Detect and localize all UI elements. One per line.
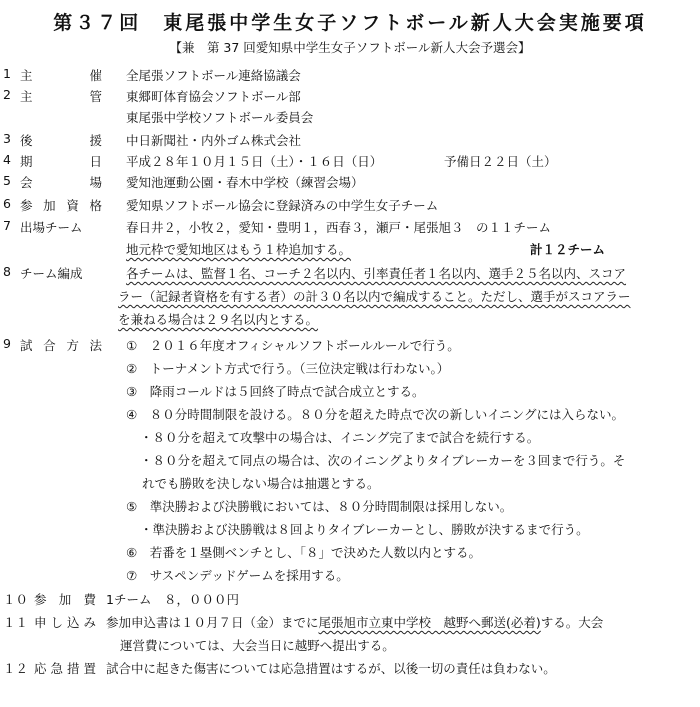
item-number: 7 (3, 218, 11, 233)
item-number: １１ (3, 615, 29, 630)
document-subtitle: 【兼 第 37 回愛知県中学生女子ソフトボール新人大会予選会】 (169, 40, 531, 55)
item-text: 春日井２，小牧２，愛知・豊明１，西春３，瀬戸・尾張旭３ の１１チーム (126, 220, 552, 235)
item-text: 平成２８年１０月１５日（土）・１６日（日） (126, 154, 383, 169)
item-number: 2 (3, 87, 11, 102)
item-text: ラー（記録者資格を有する者）の計３０名以内で編成すること。ただし、選手がスコアラー (118, 289, 631, 304)
rule-line: ① ２０１６年度オフィシャルソフトボールルールで行う。 (126, 338, 460, 353)
item-number: 4 (3, 152, 11, 167)
item-number: 9 (3, 336, 11, 351)
item-label: 会 場 (20, 175, 102, 190)
item-label: 主 催 (20, 68, 102, 83)
item-label: チーム編成 (20, 266, 83, 281)
item-eligibility (0, 196, 700, 217)
application-destination: 尾張旭市立東中学校 越野へ郵送(必着) (318, 615, 541, 630)
item-text: 東郷町体育協会ソフトボール部 (126, 89, 301, 104)
rule-line: ・８０分を超えて同点の場合は、次のイニングよりタイブレーカーを３回まで行う。そ (140, 453, 626, 468)
item-label: 主 管 (20, 89, 102, 104)
item-application-line2 (0, 636, 700, 657)
team-total: 計１２チーム (530, 242, 606, 257)
item-text: 地元枠で愛知地区はもう１枠追加する。 (126, 242, 352, 257)
item-label: 参 加 費 (34, 592, 96, 607)
item-team-composition (0, 264, 700, 285)
item-team-composition-line2 (0, 287, 700, 308)
item-text: 参加申込書は１０月７日（金）までに尾張旭市立東中学校 越野へ郵送(必着)する。大会 (106, 615, 604, 630)
item-first-aid (0, 659, 700, 680)
item-text: 東尾張中学校ソフトボール委員会 (126, 110, 314, 125)
rule-row (0, 543, 700, 564)
rule-line: ⑤ 準決勝および決勝戦においては、８０分時間制限は採用しない。 (126, 499, 513, 514)
item-host-line2 (0, 108, 700, 129)
rule-row (0, 405, 700, 426)
document-title: 第３７回 東尾張中学生女子ソフトボール新人大会実施要項 (53, 12, 647, 34)
item-text: 試合中に起きた傷害については応急措置はするが、以後一切の責任は負わない。 (106, 661, 556, 676)
item-text: 全尾張ソフトボール連絡協議会 (126, 68, 301, 83)
item-number: 3 (3, 131, 11, 146)
item-team-composition-line3 (0, 310, 700, 331)
rule-row (0, 497, 700, 518)
rule-line: ⑦ サスペンデッドゲームを採用する。 (126, 568, 349, 583)
rule-line: ④ ８０分時間制限を設ける。８０分を超えた時点で次の新しいイニングには入らない。 (126, 407, 624, 422)
item-fee (0, 590, 700, 611)
item-application (0, 613, 700, 634)
rule-row (0, 382, 700, 403)
item-game-method (0, 336, 700, 357)
item-support (0, 131, 700, 152)
rule-row (0, 451, 700, 472)
reserve-date: 予備日２２日（土） (444, 154, 557, 169)
item-label: 後 援 (20, 133, 102, 148)
item-date (0, 152, 700, 173)
item-host (0, 87, 700, 108)
item-label: 参 加 資 格 (20, 198, 102, 213)
item-text: 愛知池運動公園・春木中学校（練習会場） (126, 175, 364, 190)
rule-line: ・準決勝および決勝戦は８回よりタイブレーカーとし、勝敗が決するまで行う。 (140, 522, 589, 537)
item-text: 運営費については、大会当日に越野へ提出する。 (120, 638, 395, 653)
item-teams (0, 218, 700, 239)
item-number: 1 (3, 66, 11, 81)
item-text: 愛知県ソフトボール協会に登録済みの中学生女子チーム (126, 198, 439, 213)
item-number: １０ (3, 592, 29, 607)
rule-line: ⑥ 若番を１塁側ベンチとし、「８」で決めた人数以内とする。 (126, 545, 481, 560)
item-label: 申 し 込 み (34, 615, 96, 630)
rule-line: ③ 降雨コールドは５回終了時点で試合成立とする。 (126, 384, 425, 399)
rule-row (0, 359, 700, 380)
item-number: 6 (3, 196, 11, 211)
rule-row (0, 520, 700, 541)
item-number: 5 (3, 173, 11, 188)
rule-line: れでも勝敗を決しない場合は抽選とする。 (142, 476, 380, 491)
item-text: を兼ねる場合は２９名以内とする。 (118, 312, 319, 327)
rule-line: ・８０分を超えて攻撃中の場合は、イニング完了まで試合を続行する。 (140, 430, 540, 445)
item-label: 出場チーム (20, 220, 83, 235)
item-text: 各チームは、監督１名、コーチ２名以内、引率責任者１名以内、選手２５名以内、スコア (126, 266, 627, 281)
rule-row (0, 428, 700, 449)
rule-line: ② トーナメント方式で行う。（三位決定戦は行わない。） (126, 361, 450, 376)
item-number: 8 (3, 264, 11, 279)
item-text: 1チーム ８，０００円 (106, 592, 239, 607)
rule-row (0, 566, 700, 587)
rule-row (0, 474, 700, 495)
item-organizer (0, 66, 700, 87)
item-teams-line2 (0, 240, 700, 261)
item-text: 中日新聞社・内外ゴム株式会社 (126, 133, 302, 148)
item-number: １２ (3, 661, 29, 676)
item-venue (0, 173, 700, 194)
item-label: 応 急 措 置 (34, 661, 96, 676)
item-label: 期 日 (20, 154, 102, 169)
item-label: 試 合 方 法 (20, 338, 102, 353)
